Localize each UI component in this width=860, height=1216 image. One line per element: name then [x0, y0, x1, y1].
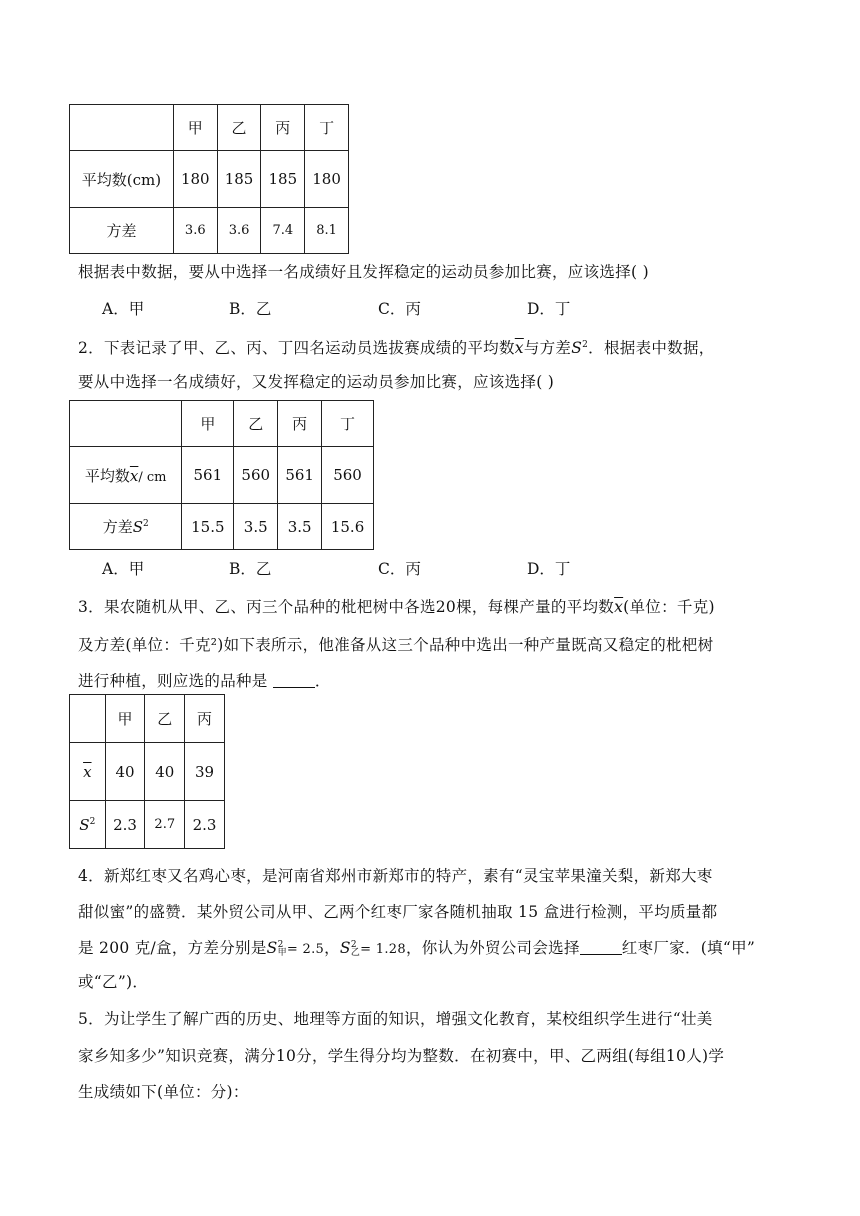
table-cell — [70, 105, 174, 151]
q2-line-2: 要从中选择一名成绩好，又发挥稳定的运动员参加比赛，应该选择( ) — [78, 373, 555, 391]
superscript: 2 — [277, 940, 284, 950]
q1-option-b: B．乙 — [229, 300, 272, 318]
table-cell — [70, 801, 106, 849]
table-cell: 乙 — [145, 695, 185, 743]
table-cell: 15.5 — [182, 504, 234, 550]
table-cell: 3.6 — [217, 208, 261, 254]
table-cell: 丙 — [261, 105, 305, 151]
table-cell: 乙 — [234, 401, 278, 447]
text: ． — [314, 672, 331, 690]
s-symbol: S — [79, 815, 90, 834]
table-cell: 平均数(cm) — [70, 151, 174, 208]
s-symbol: S — [266, 939, 278, 957]
superscript: 2 — [350, 940, 357, 950]
x-bar-symbol: $\overline{x}$ — [614, 598, 624, 616]
x-bar-symbol: $\overline{x}$ — [514, 339, 524, 358]
table-cell: 561 — [182, 447, 234, 504]
table-cell — [70, 695, 106, 743]
answer-blank[interactable] — [580, 940, 622, 955]
table-cell: 180 — [173, 151, 217, 208]
table-cell: 185 — [217, 151, 261, 208]
text: ．根据表中数据， — [588, 339, 715, 358]
q2-option-a: A．甲 — [102, 560, 145, 578]
q3-line-2: 及方差(单位：千克²)如下表所示，他准备从这三个品种中选出一种产量既高又稳定的枇杷树 — [78, 636, 714, 654]
s-symbol: S — [339, 939, 351, 957]
table-cell: 39 — [185, 743, 225, 801]
q1-option-d: D．丁 — [527, 300, 571, 318]
table-3-header-row — [70, 695, 225, 743]
table-cell: $\overline{x}$ — [70, 743, 106, 801]
superscript: 2 — [582, 340, 589, 350]
table-cell: 8.1 — [305, 208, 349, 254]
text: 2．下表记录了甲、乙、丙、丁四名运动员选拔赛成绩的平均数 — [78, 339, 515, 358]
table-cell — [70, 504, 182, 550]
table-1-row — [70, 151, 349, 208]
x-bar-symbol: $\overline{x}$ — [129, 466, 139, 485]
value: = 2.5 — [286, 942, 325, 957]
s-symbol: S — [571, 339, 583, 358]
table-cell: 560 — [322, 447, 374, 504]
table-cell: 3.5 — [278, 504, 322, 550]
q1-option-a: A．甲 — [102, 300, 145, 318]
table-cell: 甲 — [182, 401, 234, 447]
table-3 — [69, 694, 225, 849]
q3-line-1 — [78, 597, 715, 617]
table-1 — [69, 104, 349, 254]
q1-question: 根据表中数据，要从中选择一名成绩好且发挥稳定的运动员参加比赛，应该选择( ) — [78, 263, 649, 281]
q5-line-1: 5．为让学生了解广西的历史、地理等方面的知识，增强文化教育，某校组织学生进行“壮美 — [78, 1010, 713, 1028]
q3-line-3 — [78, 671, 331, 691]
table-cell: 561 — [278, 447, 322, 504]
value: = 1.28 — [360, 942, 406, 957]
table-cell: 40 — [145, 743, 185, 801]
table-cell: 560 — [234, 447, 278, 504]
text: (单位：千克) — [623, 598, 715, 616]
superscript: 2 — [142, 519, 149, 529]
q4-line-2: 甜似蜜”的盛赞．某外贸公司从甲、乙两个红枣厂家各随机抽取 15 盒进行检测，平均质量都 — [78, 903, 718, 921]
q4-line-3: 是 200 克/盒，方差分别是S2 甲= 2.5，S2 乙= 1.28，你认为外贸公司会选择 红枣厂家．(填“甲” — [78, 939, 756, 958]
text: 红枣厂家．(填“甲” — [621, 939, 756, 957]
q4-line-1: 4．新郑红枣又名鸡心枣，是河南省郑州市新郑市的特产，素有“灵宝苹果潼关梨，新郑大枣 — [78, 867, 713, 885]
table-cell: 7.4 — [261, 208, 305, 254]
table-cell: 丙 — [278, 401, 322, 447]
sub-sup — [278, 941, 287, 957]
text: 与方差 — [523, 339, 572, 358]
q2-option-b: B．乙 — [229, 560, 272, 578]
text: ，你认为外贸公司会选择 — [405, 939, 580, 957]
subscript: 甲 — [277, 948, 287, 958]
table-1-row — [70, 208, 349, 254]
table-cell: 方差 — [70, 208, 174, 254]
table-cell: 185 — [261, 151, 305, 208]
text: / cm — [138, 469, 167, 485]
table-cell: 2.7 — [145, 801, 185, 849]
text: 3．果农随机从甲、乙、丙三个品种的枇杷树中各选20棵，每棵产量的平均数 — [78, 598, 615, 616]
table-cell: 丙 — [185, 695, 225, 743]
table-2-row — [70, 447, 374, 504]
table-cell: 2.3 — [185, 801, 225, 849]
table-2-row — [70, 504, 374, 550]
answer-blank[interactable] — [273, 673, 315, 688]
table-cell: 3.5 — [234, 504, 278, 550]
table-cell: 甲 — [173, 105, 217, 151]
table-2 — [69, 400, 374, 550]
q5-line-2: 家乡知多少”知识竞赛，满分10分，学生得分均为整数．在初赛中，甲、乙两组(每组10人)学 — [78, 1047, 725, 1065]
table-cell — [70, 447, 182, 504]
text: 进行种植，则应选的品种是 — [78, 672, 268, 690]
s-symbol: S — [132, 518, 143, 536]
table-cell — [70, 401, 182, 447]
text: 方差 — [102, 518, 133, 536]
q4-line-4: 或“乙”)． — [78, 973, 149, 991]
text: 是 200 克/盒，方差分别是 — [78, 939, 267, 957]
subscript: 乙 — [350, 948, 361, 958]
table-cell: 2.3 — [105, 801, 145, 849]
q1-option-c: C．丙 — [378, 300, 421, 318]
table-cell: 40 — [105, 743, 145, 801]
table-cell: 15.6 — [322, 504, 374, 550]
q5-line-3: 生成绩如下(单位：分)： — [78, 1083, 249, 1101]
table-3-row — [70, 743, 225, 801]
table-cell: 180 — [305, 151, 349, 208]
q2-line-1 — [78, 335, 715, 358]
table-3-row — [70, 801, 225, 849]
table-cell: 甲 — [105, 695, 145, 743]
q2-option-d: D．丁 — [527, 560, 571, 578]
sub-sup — [351, 941, 360, 957]
table-1-header-row — [70, 105, 349, 151]
q2-option-c: C．丙 — [378, 560, 421, 578]
text: 平均数 — [84, 466, 130, 485]
table-cell: 丁 — [305, 105, 349, 151]
table-cell: 乙 — [217, 105, 261, 151]
superscript: 2 — [89, 816, 96, 827]
table-cell: 3.6 — [173, 208, 217, 254]
table-cell: 丁 — [322, 401, 374, 447]
table-2-header-row — [70, 401, 374, 447]
